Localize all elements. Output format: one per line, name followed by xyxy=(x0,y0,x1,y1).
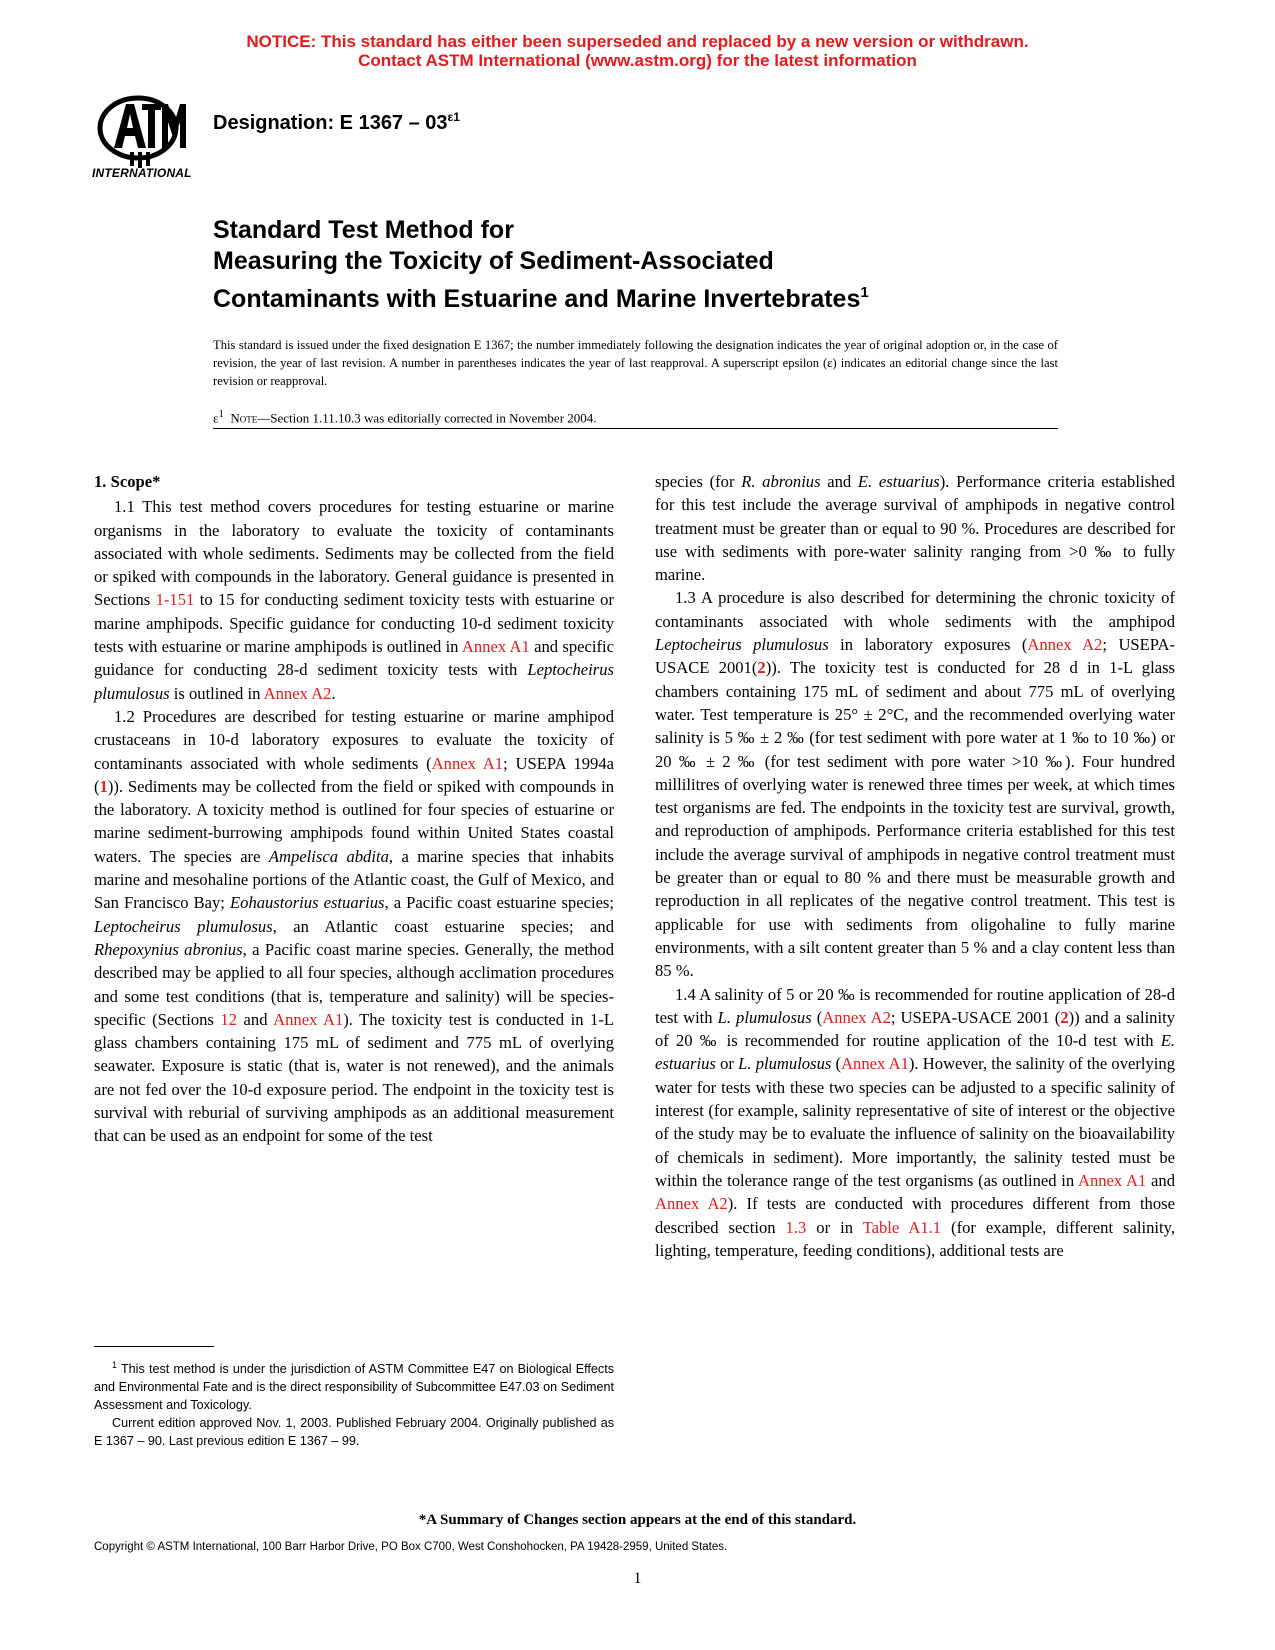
title-line-3: Contaminants with Estuarine and Marine Invertebrates xyxy=(213,285,861,313)
notice-banner xyxy=(0,32,1275,70)
footnote-divider xyxy=(94,1346,214,1347)
link-section-1-3[interactable]: 1.3 xyxy=(785,1217,807,1237)
paragraph-1-4: 1.4 A salinity of 5 or 20 ‰ is recommended for routine application of 28-d test with L. plumulosus (Annex A2; USEPA-USACE 2001 (2)) and a salinity of 20 ‰ is recommended for routine application of the 10-d test with E. estuarius or L. plumulosus (Annex A1). However, the salinity of the overlying water for tests with these two species can be adjusted to a specific salinity of interest (for example, salinity representative of site of interest or the objective of the study may be to evaluate the influence of salinity on the bioavailability of chemicals in sediment). More importantly, the salinity tested must be within the tolerance range of the test organisms (as outlined in Annex A1 and Annex A2). If tests are conducted with procedures different from those described section 1.3 or in Table A1.1 (for example, different salinity, lighting, temperature, feeding conditions), additional tests are xyxy=(655,984,1175,1260)
link-annex-a1[interactable]: Annex A1 xyxy=(461,637,530,657)
link-ref-2[interactable]: 2 xyxy=(1060,1007,1069,1027)
left-column xyxy=(94,470,614,1148)
page-number: 1 xyxy=(633,1570,642,1587)
footnote-1: $^1$ This test method is under the jurisdiction of ASTM Committee E47 on Biological Effects and Environmental Fate and is the direct responsibility of Subcommittee E47.03 on Sediment Assessment and Toxicology. xyxy=(94,1360,614,1413)
summary-of-changes-note: *A Summary of Changes section appears at the end of this standard. xyxy=(418,1512,857,1528)
section-heading-scope: 1. Scope* xyxy=(94,472,161,491)
link-ref-2[interactable]: 2 xyxy=(757,658,766,678)
copyright: Copyright © ASTM International, 100 Barr Harbor Drive, PO Box C700, West Conshohocken, PA 19428-2959, United States. xyxy=(94,1541,728,1553)
link-annex-a1[interactable]: Annex A1 xyxy=(273,1009,344,1029)
footnotes xyxy=(94,1356,614,1450)
paragraph-1-2: 1.2 Procedures are described for testing estuarine or marine amphipod crustaceans in 10-d laboratory exposures to evaluate the toxicity of contaminants associated with whole sediments (Annex A1; USEPA 1994a (1)). Sediments may be collected from the field or spiked with compounds in the laboratory. A toxicity method is outlined for four species of estuarine or marine sediment-burrowing amphipods found within United States coastal waters. The species are Ampelisca abdita, a marine species that inhabits marine and mesohaline portions of the Atlantic coast, the Gulf of Mexico, and San Francisco Bay; Eohaustorius estuarius, a Pacific coast estuarine species; Leptocheirus plumulosus, an Atlantic coast estuarine species; and Rhepoxynius abronius, a Pacific coast marine species. Generally, the method described may be applied to all four species, although acclimation procedures and some test conditions (that is, temperature and salinity) will be species-specific (Sections 12 and Annex A1). The toxicity test is conducted in 1-L glass chambers containing 175 mL of sediment and 775 mL of overlying seawater. Exposure is static (that is, water is not renewed), and the animals are not fed over the 10-d exposure period. The endpoint in the toxicity test is survival with reburial of surviving amphipods as an additional measurement that can be used as an endpoint for some of the test xyxy=(94,706,615,1146)
editorial-note xyxy=(213,408,597,426)
link-table-a1-1[interactable]: Table A1.1 xyxy=(862,1217,942,1237)
link-annex-a2[interactable]: Annex A2 xyxy=(1027,635,1103,655)
link-annex-a2[interactable]: Annex A2 xyxy=(655,1194,728,1214)
designation-label: Designation: E 1367 – 03 xyxy=(213,112,448,134)
issue-statement: This standard is issued under the fixed designation E 1367; the number immediately following the designation indicates the year of original adoption or, in the case of revision, the year of last revision. A number in parentheses indicates the year of last reapproval. A superscript epsilon (ε) indicates an editorial change since the last revision or reapproval. xyxy=(213,338,1058,388)
document-title xyxy=(213,215,869,315)
header-divider xyxy=(213,428,1058,429)
title-line-1: Standard Test Method for xyxy=(213,216,514,244)
footnote-2: Current edition approved Nov. 1, 2003. Published February 2004. Originally published as E 1367 – 90. Last previous edition E 1367 – 99. xyxy=(94,1416,614,1449)
note-label: Note xyxy=(230,410,258,426)
link-annex-a1[interactable]: Annex A1 xyxy=(1077,1170,1147,1190)
epsilon-sup: 1 xyxy=(218,408,224,420)
paragraph-1-3: 1.3 A procedure is also described for determining the chronic toxicity of contaminants associated with whole sediments with the amphipod Leptocheirus plumulosus in laboratory exposures (Annex A2; USEPA-USACE 2001(2)). The toxicity test is conducted for 28 d in 1-L glass chambers containing 175 mL of sediment and about 775 mL of overlying water. Test temperature is 25° ± 2°C, and the recommended overlying water salinity is 5 ‰ ± 2 ‰ (for test sediment with pore water at 1 ‰ to 10 ‰) or 20 ‰ ± 2 ‰ (for test sediment with pore water >10 ‰). Four hundred millilitres of overlying water is renewed three times per week, at which times test organisms are fed. The endpoints in the toxicity test are survival, growth, and reproduction of amphipods. Performance criteria established for this test include the average survival of amphipods in negative control treatment must be greater than or equal to 80 % and there must be measurable growth and reproduction in all replicates of the negative control treatment. This test is applicable for use with sediments from oligohaline to fully marine environments, with a silt content greater than 5 % and a clay content less than 85 %. xyxy=(655,588,1176,981)
notice-line-1: NOTICE: This standard has either been superseded and replaced by a new version or withdrawn. xyxy=(246,32,1029,51)
link-section-12[interactable]: 12 xyxy=(220,1009,238,1029)
link-annex-a2[interactable]: Annex A2 xyxy=(263,683,332,703)
link-sections[interactable]: 1-151 xyxy=(155,590,195,610)
epsilon-symbol: ε xyxy=(213,410,219,426)
note-text: —Section 1.11.10.3 was editorially corrected in November 2004. xyxy=(257,410,597,426)
logo-text: INTERNATIONAL xyxy=(92,166,192,180)
right-column xyxy=(655,470,1175,1262)
link-annex-a1[interactable]: Annex A1 xyxy=(841,1054,909,1074)
link-ref-1[interactable]: 1 xyxy=(99,776,108,796)
designation-sup: ε1 xyxy=(447,110,460,124)
paragraph-1-1: 1.1 This test method covers procedures for testing estuarine or marine organisms in the laboratory to evaluate the toxicity of contaminants associated with whole sediments. Sediments may be collected from the field or spiked with compounds in the laboratory. General guidance is presented in Sections 1-151 to 15 for conducting sediment toxicity tests with estuarine or marine amphipods. Specific guidance for conducting 10-d sediment toxicity tests with estuarine or marine amphipods is outlined in Annex A1 and specific guidance for conducting 28-d sediment toxicity tests with Leptocheirus plumulosus is outlined in Annex A2. xyxy=(94,497,614,703)
title-footnote-ref: 1 xyxy=(860,284,869,301)
link-annex-a2[interactable]: Annex A2 xyxy=(822,1007,891,1027)
link-annex-a1[interactable]: Annex A1 xyxy=(431,753,504,773)
notice-line-2: Contact ASTM International (www.astm.org) for the latest information xyxy=(358,51,917,70)
designation xyxy=(213,110,460,135)
paragraph-1-2-cont: species (for R. abronius and E. estuarius). Performance criteria established for this test include the average survival of amphipods in negative control treatment must be greater than or equal to 90 %. Procedures are described for use with sediments with pore-water salinity ranging from >0 ‰ to fully marine. xyxy=(655,472,1175,585)
title-line-2: Measuring the Toxicity of Sediment-Associated xyxy=(213,247,774,275)
